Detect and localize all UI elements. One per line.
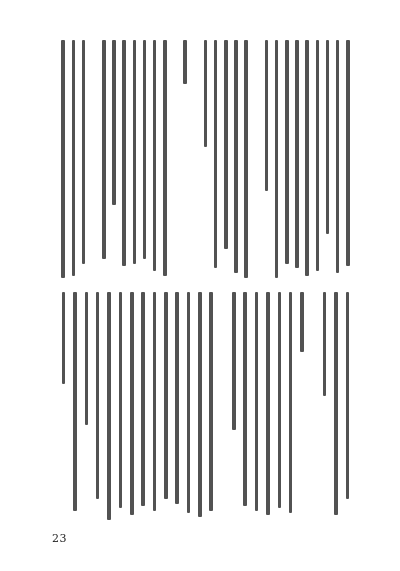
- text-column: [209, 292, 213, 511]
- text-column: [153, 292, 157, 511]
- text-column: [133, 40, 137, 264]
- text-column: [278, 292, 282, 508]
- text-column: [141, 292, 145, 506]
- text-column: [112, 40, 116, 205]
- text-column: [143, 40, 147, 259]
- text-column: [187, 292, 191, 513]
- text-column: [323, 292, 327, 396]
- text-column: [285, 40, 289, 264]
- text-column: [224, 40, 228, 249]
- text-column: [232, 292, 236, 430]
- lower-text-block: [58, 292, 353, 522]
- text-column: [164, 292, 168, 499]
- text-column: [336, 40, 340, 273]
- text-column: [85, 292, 89, 425]
- text-column: [305, 40, 309, 276]
- text-column: [289, 292, 293, 513]
- text-column: [119, 292, 123, 508]
- text-column: [316, 40, 320, 271]
- text-column: [82, 40, 86, 264]
- text-column: [266, 292, 270, 515]
- text-column: [295, 40, 299, 268]
- upper-text-block: [58, 40, 353, 283]
- text-column: [107, 292, 111, 520]
- text-column: [62, 292, 66, 384]
- text-column: [275, 40, 279, 278]
- text-column: [130, 292, 134, 515]
- text-column: [334, 292, 338, 515]
- text-column: [198, 292, 202, 517]
- text-column: [73, 292, 77, 511]
- text-column: [346, 292, 350, 499]
- text-column: [96, 292, 100, 499]
- text-column: [214, 40, 218, 268]
- text-column: [163, 40, 167, 276]
- text-column: [243, 292, 247, 506]
- text-column: [265, 40, 269, 191]
- text-column: [234, 40, 238, 273]
- text-column: [204, 40, 208, 147]
- text-column: [244, 40, 248, 278]
- text-column: [122, 40, 126, 266]
- text-column: [72, 40, 76, 276]
- page-number: 23: [52, 532, 67, 545]
- text-column: [153, 40, 157, 271]
- text-column: [183, 40, 187, 84]
- text-column: [175, 292, 179, 504]
- text-column: [61, 40, 65, 278]
- text-column: [326, 40, 330, 234]
- text-column: [300, 292, 304, 352]
- text-column: [346, 40, 350, 266]
- text-column: [102, 40, 106, 259]
- text-column: [255, 292, 259, 511]
